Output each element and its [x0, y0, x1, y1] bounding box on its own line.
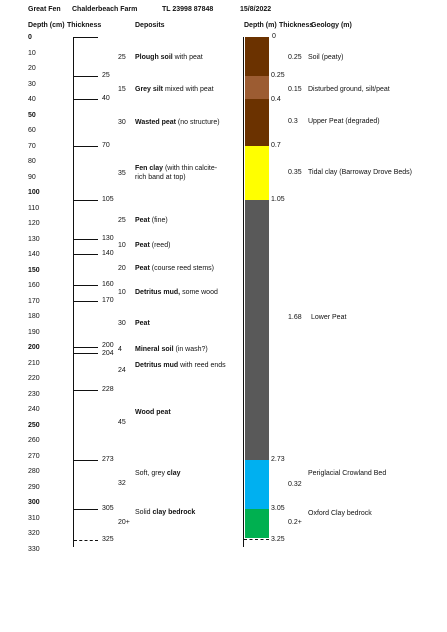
geology-unit-disturbed-ground — [245, 76, 269, 99]
boundary-tick — [73, 390, 98, 391]
boundary-tick — [73, 146, 98, 147]
depth-label: 210 — [28, 360, 40, 367]
deposit-description — [135, 54, 203, 62]
geology-thickness: 0.15 — [288, 86, 302, 93]
depth-label: 80 — [28, 158, 36, 165]
boundary-tick — [73, 37, 98, 38]
boundary-label: 105 — [102, 196, 114, 203]
deposit-name: Fen clay — [135, 165, 164, 172]
geology-depth-label: 2.73 — [271, 456, 285, 463]
boundary-label: 70 — [102, 142, 110, 149]
geology-depth-label: 0 — [272, 33, 276, 40]
depth-label: 270 — [28, 453, 40, 460]
boundary-label: 170 — [102, 297, 114, 304]
column-header-geology: Geology (m) — [311, 22, 352, 29]
deposit-detail: Soft, grey — [135, 470, 167, 477]
geology-thickness: 0.32 — [288, 481, 302, 488]
boundary-label: 305 — [102, 505, 114, 512]
deposit-description — [135, 320, 150, 328]
geology-unit-name: Soil (peaty) — [308, 54, 344, 61]
boundary-label: 40 — [102, 95, 110, 102]
depth-label: 330 — [28, 546, 40, 553]
boundary-tick — [73, 509, 98, 510]
boundary-tick — [73, 239, 98, 240]
boundary-label: 204 — [102, 350, 114, 357]
deposit-name: Detritus mud, — [135, 289, 181, 296]
deposit-name: Wasted peat — [135, 119, 176, 126]
depth-label: 110 — [28, 205, 40, 212]
column-header-deposits: Deposits — [135, 22, 165, 29]
deposit-description — [135, 362, 226, 370]
layer-thickness: 45 — [118, 419, 126, 426]
geology-thickness: 1.68 — [288, 314, 302, 321]
geology-depth-label: 3.25 — [271, 536, 285, 543]
geology-unit-soil — [245, 37, 269, 76]
deposit-detail: (fine) — [149, 217, 168, 224]
boundary-label: 160 — [102, 281, 114, 288]
geology-unit-upper-peat — [245, 99, 269, 146]
boundary-tick — [73, 301, 98, 302]
deposit-detail: (reed) — [149, 242, 171, 249]
depth-axis-line — [73, 37, 74, 547]
layer-thickness: 15 — [118, 86, 126, 93]
deposit-detail: with reed ends — [178, 362, 226, 369]
depth-label: 180 — [28, 313, 40, 320]
deposit-description-line2: rich band at top) — [135, 174, 186, 181]
site-name: Great Fen — [28, 6, 61, 13]
depth-label: 70 — [28, 143, 36, 150]
deposit-detail: (course reed stems) — [149, 265, 214, 272]
deposit-name: Detritus mud — [135, 362, 179, 369]
deposit-detail: (in wash?) — [173, 346, 208, 353]
depth-label: 0 — [28, 34, 32, 41]
geology-unit-name: Lower Peat — [311, 314, 347, 321]
depth-label: 220 — [28, 375, 40, 382]
deposit-description — [135, 242, 170, 250]
geology-unit-name: Periglacial Crowland Bed — [308, 470, 387, 477]
deposit-detail: (no structure) — [175, 119, 220, 126]
depth-label: 10 — [28, 50, 36, 57]
layer-thickness: 30 — [118, 320, 126, 327]
geology-thickness: 0.25 — [288, 54, 302, 61]
layer-thickness: 4 — [118, 346, 122, 353]
geology-depth-label: 0.4 — [271, 96, 281, 103]
layer-thickness: 30 — [118, 119, 126, 126]
deposit-detail: (with thin calcite- — [163, 165, 218, 172]
depth-label: 160 — [28, 282, 40, 289]
layer-thickness: 20+ — [118, 519, 130, 526]
boundary-label: 140 — [102, 250, 114, 257]
geology-base-dashed — [244, 539, 269, 540]
boundary-tick — [73, 347, 98, 348]
deposit-name: Peat — [135, 242, 150, 249]
depth-label: 40 — [28, 96, 36, 103]
geology-unit-tidal-clay — [245, 146, 269, 200]
column-header-thickness: Thickness — [67, 22, 102, 29]
boundary-label: 273 — [102, 456, 114, 463]
layer-thickness: 25 — [118, 217, 126, 224]
deposit-name: Peat — [135, 320, 150, 327]
deposit-name: Peat — [135, 265, 150, 272]
geology-column — [243, 37, 244, 547]
geology-unit-name: Tidal clay (Barroway Drove Beds) — [308, 169, 412, 176]
geology-unit-oxford-clay — [245, 509, 269, 538]
depth-label: 90 — [28, 174, 36, 181]
geology-depth-label: 3.05 — [271, 505, 285, 512]
boundary-label: 325 — [102, 536, 114, 543]
layer-thickness: 35 — [118, 170, 126, 177]
deposit-detail: Solid — [135, 509, 153, 516]
deposit-name: Wood peat — [135, 409, 171, 416]
depth-label: 230 — [28, 391, 40, 398]
boundary-label: 130 — [102, 235, 114, 242]
depth-label: 50 — [28, 112, 36, 119]
geology-unit-name: Disturbed ground, silt/peat — [308, 86, 390, 93]
depth-label: 130 — [28, 236, 40, 243]
depth-label: 200 — [28, 344, 40, 351]
layer-thickness: 32 — [118, 480, 126, 487]
boundary-label: 200 — [102, 342, 114, 349]
depth-label: 100 — [28, 189, 40, 196]
geology-unit-periglacial-bed — [245, 460, 269, 509]
grid-reference: TL 23998 87848 — [162, 6, 214, 13]
boundary-tick — [73, 285, 98, 286]
depth-label: 190 — [28, 329, 40, 336]
boundary-label: 25 — [102, 72, 110, 79]
deposit-name: Mineral soil — [135, 346, 174, 353]
depth-label: 170 — [28, 298, 40, 305]
deposit-description — [135, 165, 217, 173]
deposit-detail: with peat — [172, 54, 203, 61]
deposit-description — [135, 217, 168, 225]
depth-label: 240 — [28, 406, 40, 413]
farm-name: Chalderbeach Farm — [72, 6, 138, 13]
depth-label: 320 — [28, 530, 40, 537]
geology-unit-lower-peat — [245, 200, 269, 460]
boundary-tick-dashed — [74, 540, 98, 541]
deposit-description — [135, 409, 171, 417]
depth-label: 290 — [28, 484, 40, 491]
deposit-description — [135, 346, 208, 354]
geology-thickness: 0.2+ — [288, 519, 302, 526]
layer-thickness: 10 — [118, 242, 126, 249]
deposit-detail: some wood — [180, 289, 218, 296]
boundary-tick — [73, 254, 98, 255]
depth-label: 310 — [28, 515, 40, 522]
column-header-depth-cm: Depth (cm) — [28, 22, 65, 29]
depth-label: 20 — [28, 65, 36, 72]
geology-depth-label: 0.7 — [271, 142, 281, 149]
deposit-name: Plough soil — [135, 54, 173, 61]
survey-date: 15/8/2022 — [240, 6, 272, 13]
depth-label: 260 — [28, 437, 40, 444]
layer-thickness: 20 — [118, 265, 126, 272]
depth-label: 30 — [28, 81, 36, 88]
deposit-name: Peat — [135, 217, 150, 224]
deposit-name: clay bedrock — [152, 509, 196, 516]
layer-thickness: 10 — [118, 289, 126, 296]
column-header-thickness-m: Thickness — [279, 22, 314, 29]
deposit-description — [135, 470, 181, 478]
deposit-name: Grey silt — [135, 86, 164, 93]
geology-unit-name: Oxford Clay bedrock — [308, 510, 372, 517]
depth-label: 300 — [28, 499, 40, 506]
depth-label: 250 — [28, 422, 40, 429]
geology-depth-label: 1.05 — [271, 196, 285, 203]
boundary-label: 228 — [102, 386, 114, 393]
deposit-description — [135, 509, 195, 517]
depth-label: 280 — [28, 468, 40, 475]
geology-thickness: 0.35 — [288, 169, 302, 176]
boundary-tick — [73, 200, 98, 201]
layer-thickness: 25 — [118, 54, 126, 61]
depth-label: 60 — [28, 127, 36, 134]
deposit-description — [135, 119, 220, 127]
boundary-tick — [73, 99, 98, 100]
column-header-depth-m: Depth (m) — [244, 22, 277, 29]
geology-unit-name: Upper Peat (degraded) — [308, 118, 380, 125]
deposit-detail: mixed with peat — [163, 86, 214, 93]
deposit-description — [135, 86, 214, 94]
deposit-description — [135, 265, 214, 273]
geology-thickness: 0.3 — [288, 118, 298, 125]
geology-depth-label: 0.25 — [271, 72, 285, 79]
layer-thickness: 24 — [118, 367, 126, 374]
deposit-description — [135, 289, 218, 297]
boundary-tick — [73, 460, 98, 461]
depth-label: 150 — [28, 267, 40, 274]
deposit-name: clay — [166, 470, 181, 477]
depth-label: 140 — [28, 251, 40, 258]
boundary-tick — [73, 76, 98, 77]
boundary-tick — [73, 353, 98, 354]
depth-label: 120 — [28, 220, 40, 227]
